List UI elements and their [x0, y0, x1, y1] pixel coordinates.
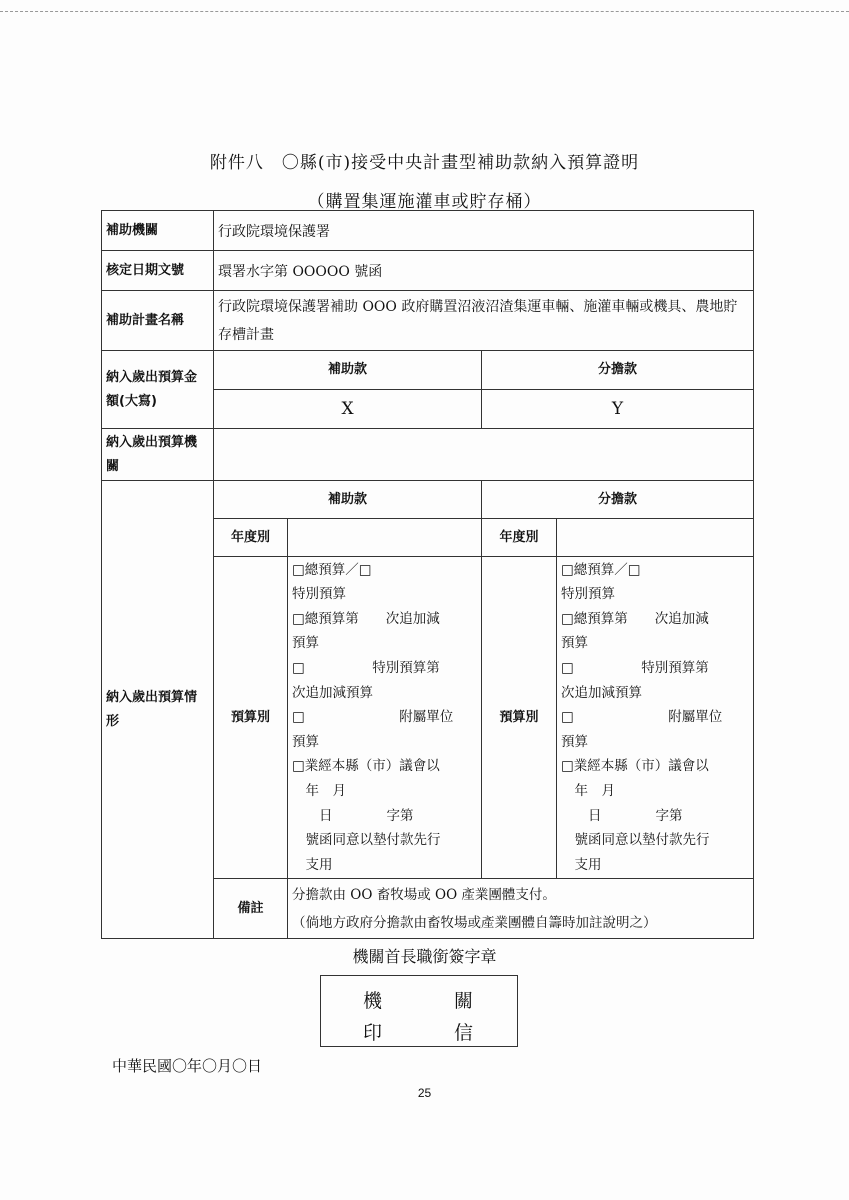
budget-option-line: □ 特別預算第 — [292, 660, 440, 677]
subsidy-header: 補助款 — [214, 351, 482, 390]
remark-line-2: （倘地方政府分擔款由畜牧場或產業團體自籌時加註說明之） — [292, 914, 657, 931]
budget-option-line: 年 月 — [561, 782, 615, 799]
date-value: 環署水字第 OOOOO 號函 — [214, 251, 754, 291]
remark-line-1: 分擔款由 OO 畜牧場或 OO 產業團體支付。 — [292, 886, 556, 903]
share-year-label: 年度別 — [482, 519, 557, 557]
budget-option-line: □ 附屬單位 — [561, 709, 723, 726]
status-share-header: 分擔款 — [482, 481, 754, 519]
budget-option-line: □業經本縣（市）議會以 — [561, 758, 709, 775]
official-seal-box — [320, 975, 518, 1047]
share-budget-options — [557, 557, 754, 879]
budget-option-line: 次追加減預算 — [292, 684, 373, 701]
org-label: 納入歲出預算機關 — [102, 429, 214, 481]
budget-option-line: 年 月 — [292, 782, 346, 799]
seal-char: 機 — [363, 990, 383, 1012]
budget-form-table — [101, 210, 754, 939]
budget-option-line: 支用 — [561, 856, 602, 873]
amount-label: 納入歲出預算金額(大寫) — [102, 351, 214, 429]
agency-label: 補助機關 — [102, 211, 214, 251]
budget-option-line: □業經本縣（市）議會以 — [292, 758, 440, 775]
budget-option-line: □ 附屬單位 — [292, 709, 454, 726]
remark-label: 備註 — [214, 879, 288, 939]
budget-option-line: 預算 — [292, 635, 319, 652]
subsidy-year-value — [288, 519, 482, 557]
status-label: 納入歲出預算情形 — [102, 481, 214, 939]
budget-option-line: 預算 — [561, 733, 588, 750]
scan-edge-line — [0, 11, 849, 12]
share-budget-type-label: 預算別 — [482, 557, 557, 879]
budget-option-line: □總預算／□ — [292, 561, 372, 578]
budget-option-line: 特別預算 — [561, 586, 615, 603]
share-year-value — [557, 519, 754, 557]
budget-option-line: 號函同意以墊付款先行 — [561, 832, 710, 849]
page-number: 25 — [417, 1086, 432, 1100]
document-date: 中華民國〇年〇月〇日 — [112, 1057, 263, 1075]
budget-option-line: □總預算／□ — [561, 561, 641, 578]
budget-option-line: 特別預算 — [292, 586, 346, 603]
budget-option-line: 預算 — [561, 635, 588, 652]
budget-option-line: 日 字第 — [292, 807, 414, 824]
share-amount: Y — [482, 390, 754, 429]
subsidy-budget-options — [288, 557, 482, 879]
signature-label: 機關首長職銜簽字章 — [352, 947, 497, 966]
subsidy-year-label: 年度別 — [214, 519, 288, 557]
org-value — [214, 429, 754, 481]
seal-char: 印 — [363, 1022, 383, 1044]
document-subtitle: （購置集運施灌車或貯存桶） — [307, 192, 542, 212]
share-header: 分擔款 — [482, 351, 754, 390]
seal-char: 關 — [454, 990, 474, 1012]
subsidy-budget-type-label: 預算別 — [214, 557, 288, 879]
budget-option-line: □ 特別預算第 — [561, 660, 709, 677]
plan-label: 補助計畫名稱 — [102, 291, 214, 351]
budget-option-line: 號函同意以墊付款先行 — [292, 832, 441, 849]
budget-option-line: 次追加減預算 — [561, 684, 642, 701]
budget-option-line: 預算 — [292, 733, 319, 750]
seal-char: 信 — [454, 1022, 474, 1044]
date-label: 核定日期文號 — [102, 251, 214, 291]
status-subsidy-header: 補助款 — [214, 481, 482, 519]
budget-option-line: □總預算第 次追加減 — [292, 610, 440, 627]
budget-option-line: □總預算第 次追加減 — [561, 610, 709, 627]
subsidy-amount: X — [214, 390, 482, 429]
budget-option-line: 日 字第 — [561, 807, 683, 824]
budget-option-line: 支用 — [292, 856, 333, 873]
remark-value — [288, 879, 754, 939]
plan-value: 行政院環境保護署補助 OOO 政府購置沼液沼渣集運車輛、施灌車輛或機具、農地貯存槽計畫 — [214, 291, 754, 351]
agency-value: 行政院環境保護署 — [214, 211, 754, 251]
document-title: 附件八 〇縣(市)接受中央計畫型補助款納入預算證明 — [209, 153, 640, 173]
